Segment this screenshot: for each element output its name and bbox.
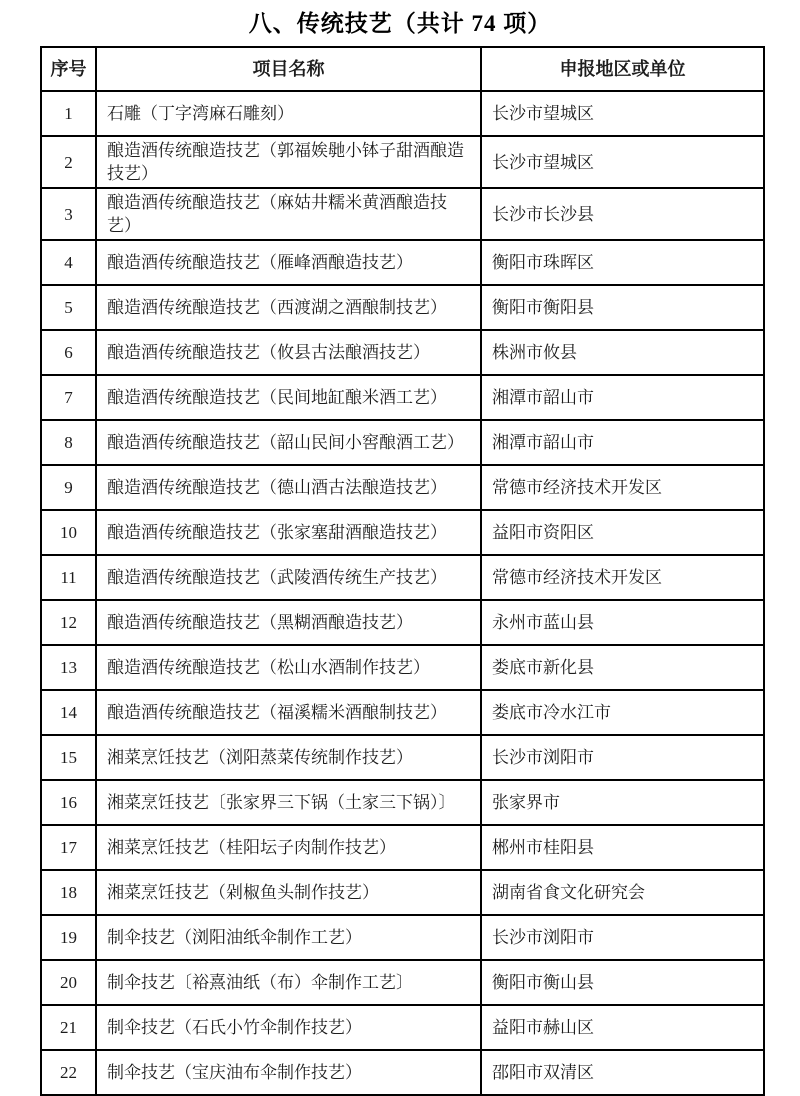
row-project-name: 酿造酒传统酿造技艺（黑糊酒酿造技艺） <box>96 600 481 645</box>
row-declaring-region: 邵阳市双清区 <box>481 1050 764 1095</box>
table-row <box>41 375 764 420</box>
table-row <box>41 330 764 375</box>
table-body <box>41 91 764 1095</box>
row-project-name: 酿造酒传统酿造技艺（福溪糯米酒酿制技艺） <box>96 690 481 735</box>
table-row <box>41 690 764 735</box>
table-row <box>41 870 764 915</box>
row-project-name: 酿造酒传统酿造技艺（德山酒古法酿造技艺） <box>96 465 481 510</box>
row-project-name: 酿造酒传统酿造技艺（麻姑井糯米黄酒酿造技艺） <box>96 188 481 240</box>
row-serial-number: 15 <box>41 735 96 780</box>
column-header-serial-number: 序号 <box>41 47 96 91</box>
table-row <box>41 780 764 825</box>
column-header-project-name: 项目名称 <box>96 47 481 91</box>
row-declaring-region: 长沙市望城区 <box>481 91 764 136</box>
row-project-name: 湘菜烹饪技艺（桂阳坛子肉制作技艺） <box>96 825 481 870</box>
table-row <box>41 285 764 330</box>
row-serial-number: 9 <box>41 465 96 510</box>
table-row <box>41 825 764 870</box>
row-project-name: 酿造酒传统酿造技艺（张家塞甜酒酿造技艺） <box>96 510 481 555</box>
row-declaring-region: 株洲市攸县 <box>481 330 764 375</box>
row-project-name: 制伞技艺〔裕熹油纸（布）伞制作工艺〕 <box>96 960 481 1005</box>
table-row <box>41 600 764 645</box>
row-declaring-region: 常德市经济技术开发区 <box>481 465 764 510</box>
row-declaring-region: 衡阳市衡山县 <box>481 960 764 1005</box>
row-serial-number: 11 <box>41 555 96 600</box>
row-declaring-region: 长沙市望城区 <box>481 136 764 188</box>
row-serial-number: 6 <box>41 330 96 375</box>
row-serial-number: 7 <box>41 375 96 420</box>
table-row <box>41 555 764 600</box>
table-header <box>41 47 764 91</box>
row-serial-number: 5 <box>41 285 96 330</box>
table-row <box>41 465 764 510</box>
row-project-name: 制伞技艺（石氏小竹伞制作技艺） <box>96 1005 481 1050</box>
row-project-name: 湘菜烹饪技艺（浏阳蒸菜传统制作技艺） <box>96 735 481 780</box>
table-row <box>41 645 764 690</box>
row-declaring-region: 益阳市资阳区 <box>481 510 764 555</box>
row-project-name: 酿造酒传统酿造技艺（攸县古法酿酒技艺） <box>96 330 481 375</box>
page-title: 八、传统技艺（共计 74 项） <box>248 11 552 36</box>
row-serial-number: 17 <box>41 825 96 870</box>
row-declaring-region: 益阳市赫山区 <box>481 1005 764 1050</box>
row-declaring-region: 长沙市长沙县 <box>481 188 764 240</box>
row-declaring-region: 衡阳市珠晖区 <box>481 240 764 285</box>
table-row <box>41 1050 764 1095</box>
row-declaring-region: 衡阳市衡阳县 <box>481 285 764 330</box>
row-project-name: 酿造酒传统酿造技艺（民间地缸酿米酒工艺） <box>96 375 481 420</box>
row-serial-number: 12 <box>41 600 96 645</box>
row-declaring-region: 长沙市浏阳市 <box>481 915 764 960</box>
row-project-name: 酿造酒传统酿造技艺（西渡湖之酒酿制技艺） <box>96 285 481 330</box>
table-row <box>41 420 764 465</box>
row-declaring-region: 长沙市浏阳市 <box>481 735 764 780</box>
row-declaring-region: 张家界市 <box>481 780 764 825</box>
row-serial-number: 21 <box>41 1005 96 1050</box>
table-row <box>41 915 764 960</box>
row-serial-number: 3 <box>41 188 96 240</box>
row-serial-number: 19 <box>41 915 96 960</box>
row-project-name: 酿造酒传统酿造技艺（韶山民间小窖酿酒工艺） <box>96 420 481 465</box>
row-declaring-region: 湘潭市韶山市 <box>481 375 764 420</box>
row-serial-number: 18 <box>41 870 96 915</box>
row-declaring-region: 湖南省食文化研究会 <box>481 870 764 915</box>
row-serial-number: 13 <box>41 645 96 690</box>
row-declaring-region: 永州市蓝山县 <box>481 600 764 645</box>
row-declaring-region: 郴州市桂阳县 <box>481 825 764 870</box>
row-project-name: 湘菜烹饪技艺（剁椒鱼头制作技艺） <box>96 870 481 915</box>
row-serial-number: 1 <box>41 91 96 136</box>
heritage-items-table <box>40 46 765 1096</box>
table-row <box>41 91 764 136</box>
table-row <box>41 1005 764 1050</box>
row-serial-number: 4 <box>41 240 96 285</box>
row-project-name: 石雕（丁字湾麻石雕刻） <box>96 91 481 136</box>
row-serial-number: 2 <box>41 136 96 188</box>
table-row <box>41 735 764 780</box>
row-serial-number: 20 <box>41 960 96 1005</box>
row-serial-number: 22 <box>41 1050 96 1095</box>
row-project-name: 湘菜烹饪技艺〔张家界三下锅（土家三下锅）〕 <box>96 780 481 825</box>
row-declaring-region: 常德市经济技术开发区 <box>481 555 764 600</box>
table-row <box>41 136 764 188</box>
row-project-name: 制伞技艺（宝庆油布伞制作技艺） <box>96 1050 481 1095</box>
table-row <box>41 510 764 555</box>
table-row <box>41 960 764 1005</box>
table-row <box>41 188 764 240</box>
row-declaring-region: 湘潭市韶山市 <box>481 420 764 465</box>
row-declaring-region: 娄底市冷水江市 <box>481 690 764 735</box>
row-project-name: 酿造酒传统酿造技艺（松山水酒制作技艺） <box>96 645 481 690</box>
row-serial-number: 8 <box>41 420 96 465</box>
row-serial-number: 10 <box>41 510 96 555</box>
row-project-name: 酿造酒传统酿造技艺（郭福娭毑小钵子甜酒酿造技艺） <box>96 136 481 188</box>
row-project-name: 酿造酒传统酿造技艺（雁峰酒酿造技艺） <box>96 240 481 285</box>
row-project-name: 制伞技艺（浏阳油纸伞制作工艺） <box>96 915 481 960</box>
row-serial-number: 14 <box>41 690 96 735</box>
row-project-name: 酿造酒传统酿造技艺（武陵酒传统生产技艺） <box>96 555 481 600</box>
table-header-row <box>41 47 764 91</box>
table-row <box>41 240 764 285</box>
column-header-declaring-region: 申报地区或单位 <box>481 47 764 91</box>
row-serial-number: 16 <box>41 780 96 825</box>
row-declaring-region: 娄底市新化县 <box>481 645 764 690</box>
